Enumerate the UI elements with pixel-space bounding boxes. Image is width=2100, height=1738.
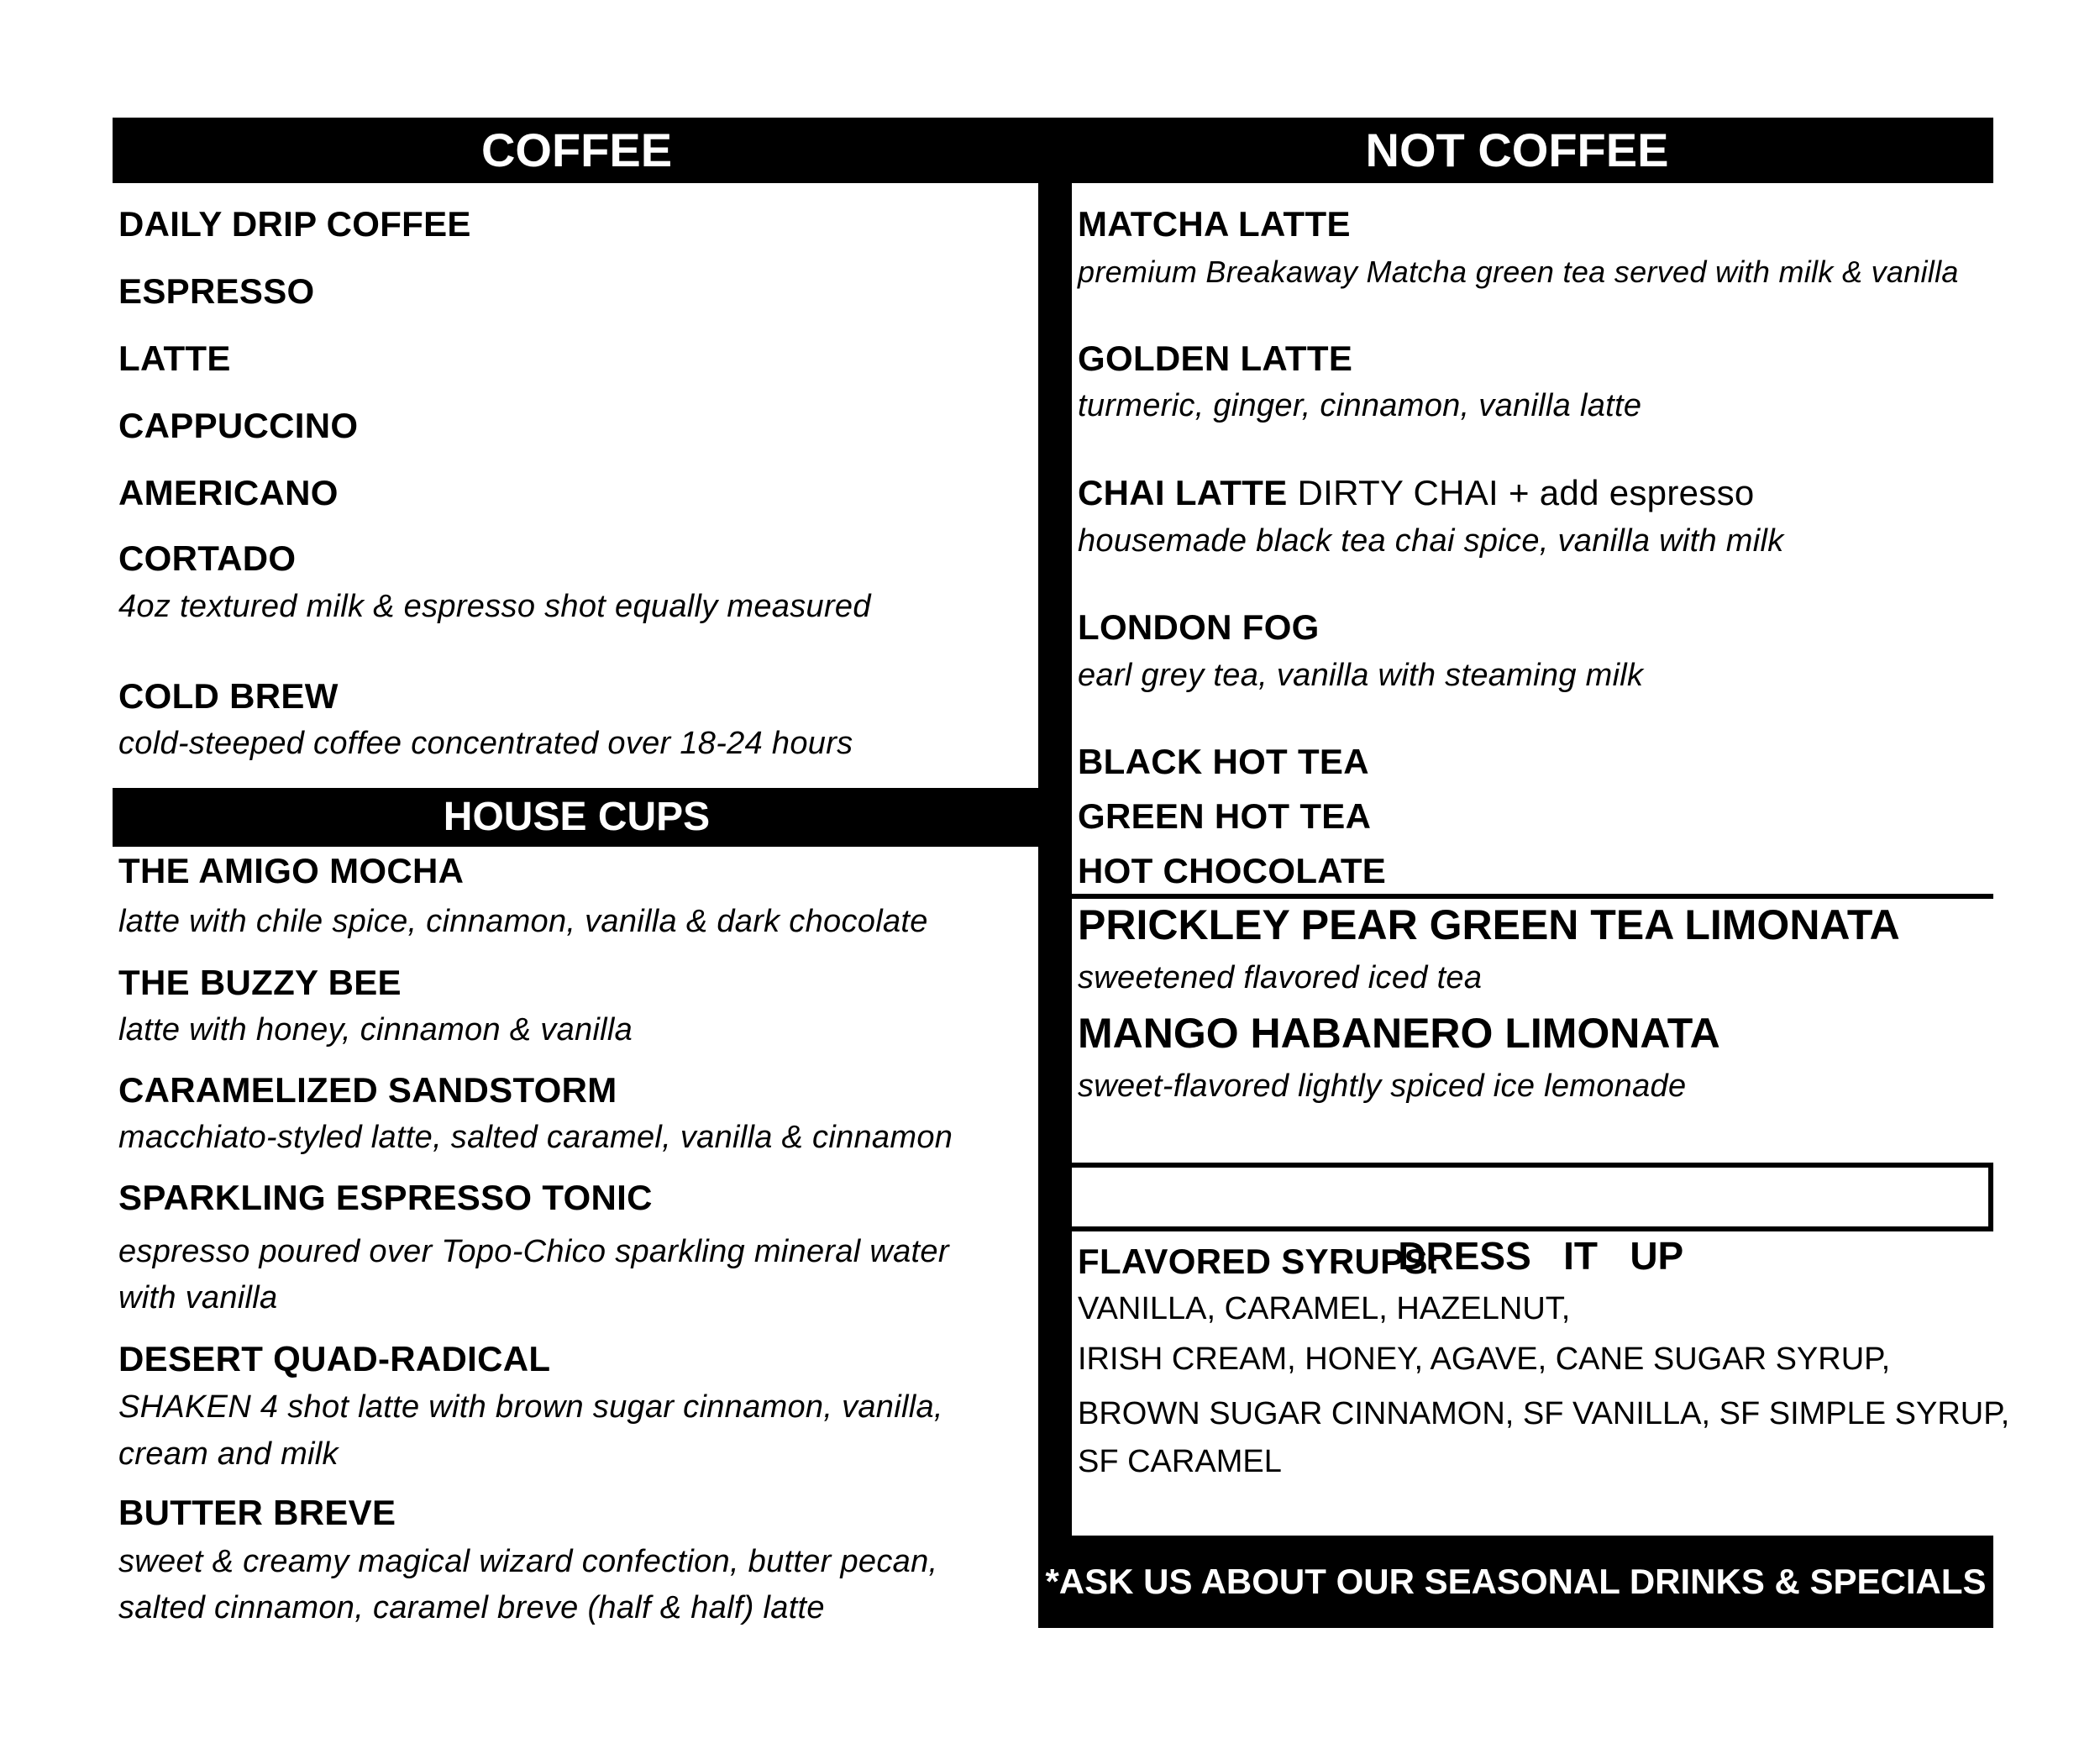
menu-item-london-fog: LONDON FOG — [1078, 607, 1320, 647]
menu-item-mango-habanero-desc: sweet-flavored lightly spiced ice lemonade — [1078, 1069, 1687, 1104]
menu-item-butter-breve: BUTTER BREVE — [118, 1493, 396, 1532]
menu-item-butter-breve-desc-1: sweet & creamy magical wizard confection, butter pecan, — [118, 1544, 938, 1579]
coffee-header-label: COFFEE — [480, 123, 673, 176]
menu-item-cortado-desc: 4oz textured milk & espresso shot equally measured — [118, 589, 871, 624]
seasonal-specials-banner — [1038, 1536, 1993, 1628]
menu-item-daily-drip: DAILY DRIP COFFEE — [118, 204, 471, 244]
menu-item-prickley-pear: PRICKLEY PEAR GREEN TEA LIMONATA — [1078, 901, 1900, 948]
house-cups-header-label: HOUSE CUPS — [443, 795, 711, 839]
menu-item-chai-latte-desc: housemade black tea chai spice, vanilla with milk — [1078, 523, 1784, 559]
coffee-header — [113, 118, 1041, 183]
menu-item-buzzy-bee-desc: latte with honey, cinnamon & vanilla — [118, 1012, 633, 1048]
menu-item-sandstorm: CARAMELIZED SANDSTORM — [118, 1070, 617, 1110]
syrups-line-2: IRISH CREAM, HONEY, AGAVE, CANE SUGAR SYRUP, — [1078, 1342, 1891, 1377]
house-cups-header — [113, 788, 1041, 847]
syrups-line-4: SF CARAMEL — [1078, 1444, 1282, 1479]
dress-it-up-label: DRESS IT UP — [1398, 1234, 1684, 1278]
menu-item-sandstorm-desc: macchiato-styled latte, salted caramel, vanilla & cinnamon — [118, 1120, 953, 1155]
menu-item-chai-latte-name: CHAI LATTE — [1078, 473, 1288, 512]
menu-item-black-hot-tea: BLACK HOT TEA — [1078, 742, 1369, 781]
menu-item-chai-latte — [1078, 473, 1755, 513]
menu-item-amigo-mocha: THE AMIGO MOCHA — [118, 851, 465, 890]
menu-item-cappuccino: CAPPUCCINO — [118, 406, 359, 445]
syrups-line-1: VANILLA, CARAMEL, HAZELNUT, — [1078, 1291, 1571, 1326]
menu-item-mango-habanero: MANGO HABANERO LIMONATA — [1078, 1010, 1720, 1057]
menu-item-buzzy-bee: THE BUZZY BEE — [118, 963, 402, 1002]
menu-item-golden-latte: GOLDEN LATTE — [1078, 339, 1353, 378]
flavored-syrups-title: FLAVORED SYRUPS: — [1078, 1242, 1441, 1281]
menu-item-amigo-mocha-desc: latte with chile spice, cinnamon, vanilla & dark chocolate — [118, 904, 928, 939]
menu-item-prickley-pear-desc: sweetened flavored iced tea — [1078, 960, 1483, 995]
not-coffee-header-label: NOT COFFEE — [1365, 123, 1669, 176]
menu-item-quad-radical-desc-2: cream and milk — [118, 1436, 339, 1472]
menu-item-chai-addon: DIRTY CHAI + add espresso — [1287, 473, 1755, 512]
seasonal-specials-text: *ASK US ABOUT OUR SEASONAL DRINKS & SPECIALS — [1045, 1562, 1987, 1601]
menu-item-cold-brew-desc: cold-steeped coffee concentrated over 18-24 hours — [118, 726, 853, 761]
menu-item-butter-breve-desc-2: salted cinnamon, caramel breve (half & half) latte — [118, 1590, 825, 1625]
menu-item-london-fog-desc: earl grey tea, vanilla with steaming milk — [1078, 658, 1644, 693]
menu-item-espresso-tonic-desc-2: with vanilla — [118, 1280, 278, 1315]
menu-item-hot-chocolate: HOT CHOCOLATE — [1078, 851, 1387, 890]
menu-item-americano: AMERICANO — [118, 473, 339, 512]
not-coffee-header — [1041, 118, 1993, 183]
menu-item-espresso-tonic: SPARKLING ESPRESSO TONIC — [118, 1178, 653, 1217]
menu-item-quad-radical-desc-1: SHAKEN 4 shot latte with brown sugar cinnamon, vanilla, — [118, 1389, 943, 1425]
menu-item-espresso: ESPRESSO — [118, 271, 315, 311]
menu-item-matcha-latte-desc: premium Breakaway Matcha green tea served with milk & vanilla — [1078, 255, 1959, 289]
menu-item-green-hot-tea: GREEN HOT TEA — [1078, 796, 1372, 836]
menu-item-cold-brew: COLD BREW — [118, 676, 339, 716]
menu-item-quad-radical: DESERT QUAD-RADICAL — [118, 1339, 551, 1378]
limonata-top-divider — [1072, 894, 1993, 899]
menu-item-latte: LATTE — [118, 339, 231, 378]
menu-item-espresso-tonic-desc-1: espresso poured over Topo-Chico sparkling mineral water — [118, 1234, 949, 1269]
column-divider — [1038, 183, 1072, 1628]
syrups-line-3: BROWN SUGAR CINNAMON, SF VANILLA, SF SIMPLE SYRUP, — [1078, 1396, 2010, 1431]
menu-item-matcha-latte: MATCHA LATTE — [1078, 204, 1351, 244]
menu-item-golden-latte-desc: turmeric, ginger, cinnamon, vanilla latte — [1078, 388, 1642, 423]
menu-item-cortado: CORTADO — [118, 538, 297, 578]
